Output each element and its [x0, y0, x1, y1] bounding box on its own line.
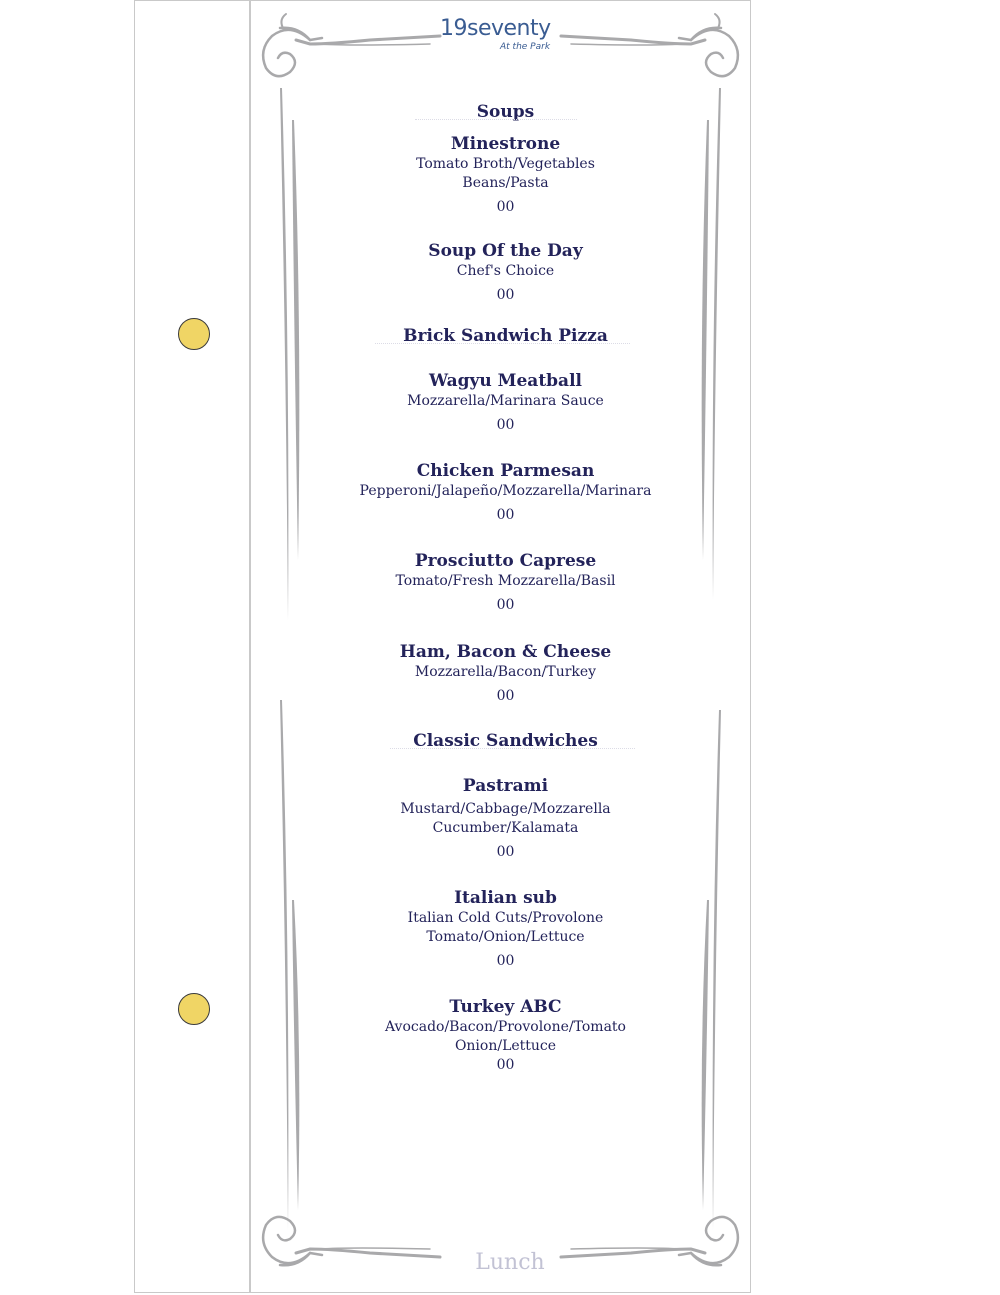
item-name: Chicken Parmesan [416, 461, 595, 481]
item-name: Italian sub [454, 888, 557, 908]
menu-item [300, 241, 711, 305]
item-description: Tomato/Fresh Mozzarella/Basil [395, 573, 616, 589]
item-description: Pepperoni/Jalapeño/Mozzarella/Marinara [359, 483, 652, 499]
item-price: 00 [496, 597, 515, 613]
item-price: 00 [496, 844, 515, 860]
item-description: Mozzarella/Bacon/Turkey [414, 664, 597, 680]
binder-rivet-bottom [178, 993, 210, 1025]
item-name: Soup Of the Day [428, 241, 583, 261]
item-price: 00 [496, 953, 515, 969]
item-price: 00 [496, 1057, 515, 1073]
section-heading-brick-sandwich-pizza: Brick Sandwich Pizza [300, 326, 711, 346]
menu-binder-spine [134, 0, 250, 1293]
item-price: 00 [496, 507, 515, 523]
menu-footer-label: Lunch [475, 1250, 545, 1275]
logo-wordmark: 19seventy [440, 16, 551, 41]
item-description: Tomato/Onion/Lettuce [426, 929, 585, 945]
binder-rivet-top [178, 318, 210, 350]
item-price: 00 [496, 287, 515, 303]
item-description: Cucumber/Kalamata [432, 820, 579, 836]
item-description: Beans/Pasta [462, 175, 549, 191]
item-description: Mustard/Cabbage/Mozzarella [400, 801, 611, 817]
menu-item [300, 642, 711, 706]
restaurant-logo [440, 16, 570, 52]
menu-item [300, 371, 711, 435]
item-name: Minestrone [450, 134, 561, 154]
item-description: Chef's Choice [456, 263, 555, 279]
item-price: 00 [496, 688, 515, 704]
item-name: Pastrami [462, 776, 549, 796]
section-heading-classic-sandwiches: Classic Sandwiches [300, 731, 711, 751]
menu-item [300, 997, 711, 1075]
item-price: 00 [496, 417, 515, 433]
item-description: Italian Cold Cuts/Provolone [407, 910, 604, 926]
item-name: Wagyu Meatball [429, 371, 582, 391]
menu-item [300, 551, 711, 615]
menu-item [300, 776, 711, 862]
item-description: Avocado/Bacon/Provolone/Tomato [385, 1019, 626, 1035]
item-price: 00 [496, 199, 515, 215]
menu-item [300, 888, 711, 971]
item-description: Tomato Broth/Vegetables [416, 156, 595, 172]
section-heading-soups: Soups [300, 102, 711, 122]
menu-item [300, 461, 711, 525]
item-name: Turkey ABC [449, 997, 562, 1017]
menu-item [300, 134, 711, 217]
item-name: Ham, Bacon & Cheese [399, 642, 612, 662]
item-description: Onion/Lettuce [454, 1038, 557, 1054]
logo-tagline: At the Park [500, 42, 551, 52]
item-description: Mozzarella/Marinara Sauce [407, 393, 604, 409]
item-name: Prosciutto Caprese [414, 551, 597, 571]
